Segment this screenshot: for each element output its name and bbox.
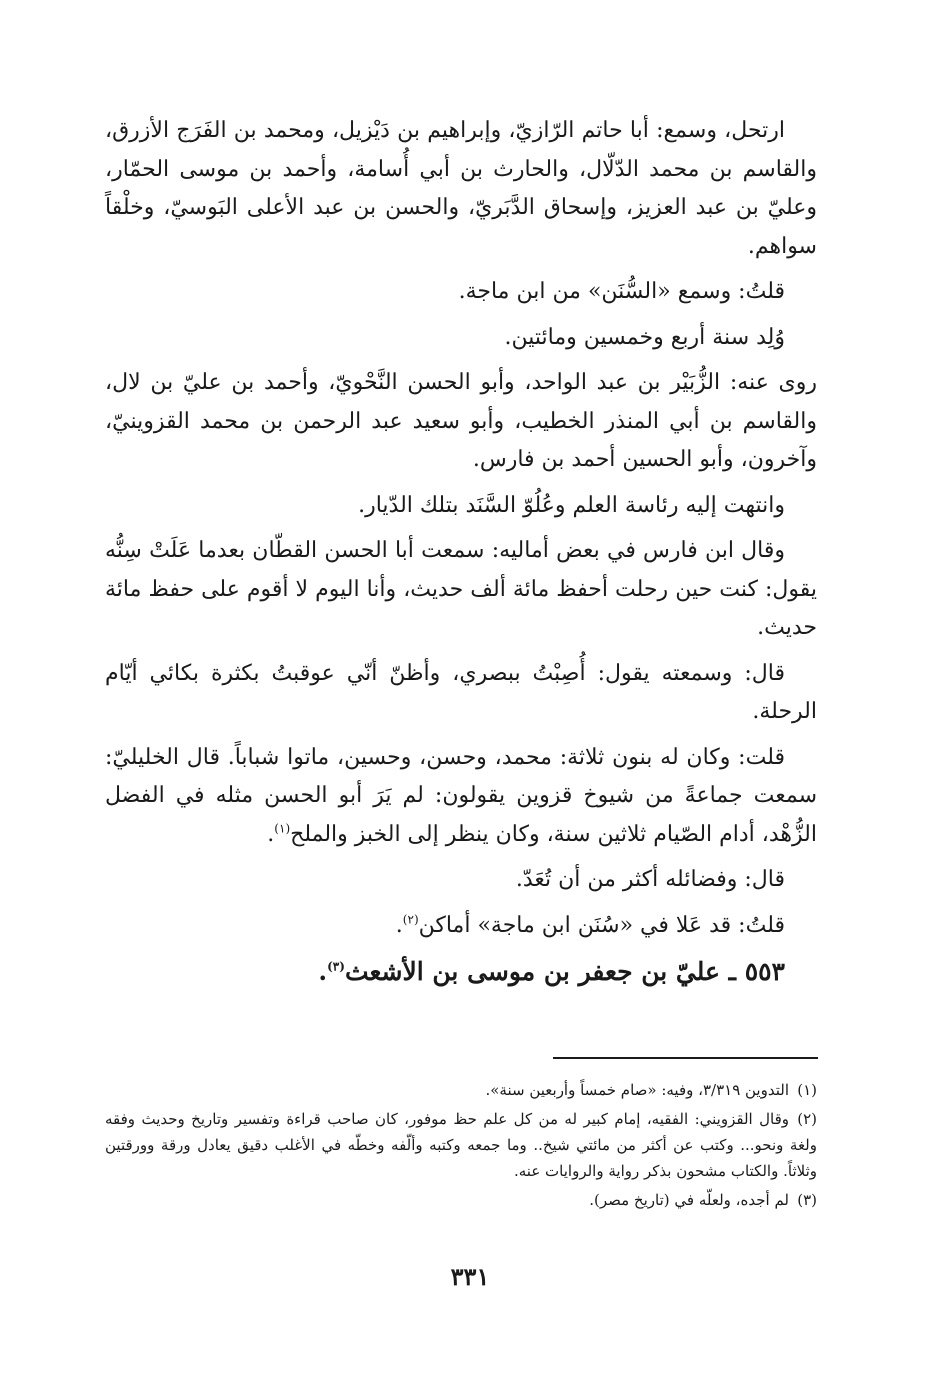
paragraph-sunan-note: قلتُ: وسمع «السُّنَن» من ابن ماجة. [458,279,785,304]
footnotes [105,1077,817,1216]
paragraph-students: روى عنه: الزُّبَيْر بن عبد الواحد، وأبو الحسن النَّحْويّ، وأحمد بن عليّ بن لال، والقاسم بن أبي المنذر الخطيب، وأبو سعيد عبد الرحمن بن محمد القزوينيّ، وآخرون، وأبو الحسين أحمد بن فارس. [105,370,817,472]
footnote-ref-2: (٢) [402,912,419,927]
footnote-ref-1: (١) [274,821,291,836]
footnote-2 [105,1106,817,1184]
paragraph-sons [105,739,817,855]
footnote-number: (١) [797,1081,817,1099]
entry-title: ٥٥٣ ـ عليّ بن جعفر بن موسى بن الأشعث [344,957,785,986]
paragraph-birth: وُلِد سنة أربع وخمسين ومائتين. [504,324,785,350]
paragraph-sunan-high [105,907,817,946]
entry-heading [105,952,817,992]
sons-text: قلت: وكان له بنون ثلاثة: محمد، وحسن، وحسين، ماتوا شباباً. قال الخليليّ: سمعت جماعةً من شيوخ قزوين يقولون: لم يَرَ أبو الحسن مثله في الفضل الزُّهْد، أدام الصّيام ثلاثين سنة، وكان ينظر إلى الخبز والملح [105,744,817,847]
footnote-text: التدوين ٣/٣١٩، وفيه: «صام خمساً وأربعين سنة». [485,1081,789,1099]
paragraph-ibn-faris: وقال ابن فارس في بعض أماليه: سمعت أبا الحسن القطّان بعدما عَلَتْ سِنُّه يقول: كنت حين رحلت أحفظ مائة ألف حديث، وأنا اليوم لا أقوم على حفظ مائة حديث. [105,538,817,640]
footnote-text: لم أجده، ولعلّه في (تاريخ مصر). [589,1191,789,1209]
period: . [395,912,403,938]
page-number: ٣٣١ [450,1262,490,1291]
footnote-divider [553,1057,818,1059]
paragraph-teachers: ارتحل، وسمع: أبا حاتم الرّازيّ، وإبراهيم بن دَيْزيل، ومحمد بن الفَرَج الأزرق، والقاسم بن محمد الدّلّال، والحارث بن أبي أُسامة، وأحمد بن موسى الحمّار، وعليّ بن عبد العزيز، وإسحاق الدَّبَريّ، والحسن بن عبد الأعلى البَوسيّ، وخلْقاً سواهم. [105,118,817,259]
footnote-3 [105,1187,817,1213]
sunan-high-text: قلتُ: قد عَلا في «سُنَن ابن ماجة» أماكن [418,912,785,938]
period: . [267,821,275,847]
main-text [105,112,817,992]
footnote-number: (٣) [797,1191,817,1209]
footnote-number: (٢) [797,1110,817,1128]
period: . [318,957,328,986]
paragraph-eyesight: قال: وسمعته يقول: أُصِبْتُ ببصري، وأظنّ أنّي عوقبتُ بكثرة بكائي أيّام الرحلة. [105,660,817,724]
footnote-text: وقال القزويني: الفقيه، إمام كبير له من كل علم حظ موفور، كان صاحب قراءة وتفسير وتاريخ وحديث وفقه ولغة ونحو... وكتب عن أكثر من مائتي شيخ.. وما جمعه وكتبه وألّفه وخطّه في الأغلب دقيق يعادل ورقة وورقتين وثلاثاً. والكتاب مشحون بذكر رواية والروايات عنه. [105,1110,817,1180]
footnote-1 [105,1077,817,1103]
paragraph-virtues: قال: وفضائله أكثر من أن تُعَدّ. [515,867,785,892]
paragraph-leadership: وانتهت إليه رئاسة العلم وعُلُوّ السَّنَد بتلك الدّيار. [358,492,785,518]
footnote-ref-3: (٣) [327,959,345,974]
